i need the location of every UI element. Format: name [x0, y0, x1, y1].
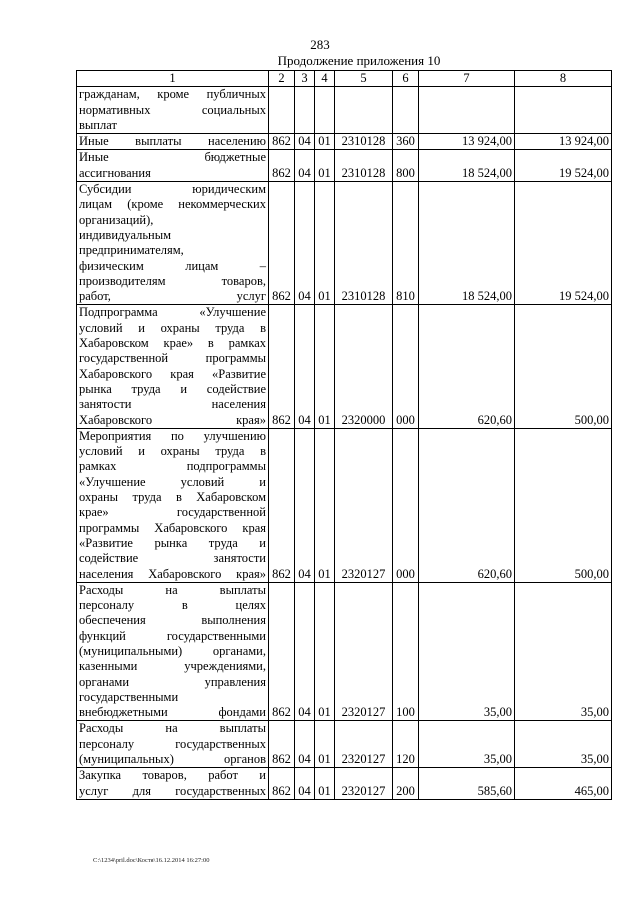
row-name-line: «Развитие рынка труда и [79, 535, 266, 550]
row-name-line: Субсидии юридическим [79, 182, 266, 197]
row-name-line: программы Хабаровского края [79, 520, 266, 535]
row-name-line: лицам (кроме некоммерческих [79, 197, 266, 212]
amount-2016-cell: 465,00 [515, 768, 612, 800]
row-name-line: нормативных социальных [79, 102, 266, 117]
admin-code-cell [269, 87, 295, 134]
amount-2016-cell: 35,00 [515, 721, 612, 768]
amount-2015-cell: 13 924,00 [419, 134, 515, 150]
row-name-cell [77, 305, 269, 428]
expense-type-cell: 100 [393, 582, 419, 721]
subsection-cell: 01 [315, 182, 335, 305]
admin-code-cell: 862 [269, 134, 295, 150]
row-name-line: услуг для государственных [79, 783, 266, 798]
row-name-line: предпринимателям, [79, 243, 184, 258]
section-cell: 04 [295, 582, 315, 721]
section-cell: 04 [295, 134, 315, 150]
amount-2015-cell [419, 87, 515, 134]
row-name-line: «Улучшение условий и [79, 474, 266, 489]
target-article-cell [335, 87, 393, 134]
section-cell: 04 [295, 305, 315, 428]
row-name-line: Иные выплаты населению [79, 134, 266, 149]
row-name-line: индивидуальным [79, 227, 172, 242]
row-name-line: персоналу государственных [79, 736, 266, 751]
target-article-cell: 2320000 [335, 305, 393, 428]
row-name-line: рамках подпрограммы [79, 459, 266, 474]
row-name-line: содействие занятости [79, 551, 266, 566]
target-article-cell: 2320127 [335, 428, 393, 582]
amount-2016-cell: 13 924,00 [515, 134, 612, 150]
header-cell: 7 [419, 71, 515, 87]
row-name-cell [77, 134, 269, 150]
budget-table [76, 70, 612, 800]
table-row [77, 134, 612, 150]
row-name-line: персоналу в целях [79, 598, 266, 613]
admin-code-cell: 862 [269, 305, 295, 428]
row-name-line: органами управления [79, 674, 266, 689]
row-name-line: Закупка товаров, работ и [79, 768, 266, 783]
row-name-cell [77, 721, 269, 768]
row-name-line: охраны труда в Хабаровском [79, 490, 266, 505]
header-cell: 3 [295, 71, 315, 87]
row-name-line: обеспечения выполнения [79, 613, 266, 628]
subsection-cell: 01 [315, 428, 335, 582]
row-name-line: внебюджетными фондами [79, 705, 266, 720]
amount-2015-cell: 620,60 [419, 428, 515, 582]
target-article-cell: 2310128 [335, 182, 393, 305]
row-name-cell [77, 582, 269, 721]
target-article-cell: 2320127 [335, 582, 393, 721]
subsection-cell: 01 [315, 721, 335, 768]
amount-2015-cell: 35,00 [419, 582, 515, 721]
section-cell [295, 87, 315, 134]
table-row [77, 182, 612, 305]
row-name-line: Хабаровского края «Развитие [79, 366, 266, 381]
table-row [77, 582, 612, 721]
row-name-line: Мероприятия по улучшению [79, 428, 266, 443]
expense-type-cell: 810 [393, 182, 419, 305]
amount-2016-cell: 500,00 [515, 428, 612, 582]
table-row [77, 768, 612, 800]
section-cell: 04 [295, 182, 315, 305]
row-name-line: государственной программы [79, 351, 266, 366]
row-name-line: государственными [79, 689, 179, 704]
subsection-cell: 01 [315, 134, 335, 150]
table-row [77, 305, 612, 428]
row-name-line: рынка труда и содействие [79, 381, 266, 396]
expense-type-cell: 200 [393, 768, 419, 800]
target-article-cell: 2310128 [335, 134, 393, 150]
table-row [77, 150, 612, 182]
row-name-line: Иные бюджетные [79, 150, 266, 165]
subsection-cell [315, 87, 335, 134]
row-name-cell [77, 428, 269, 582]
row-name-line: условий и охраны труда в [79, 444, 266, 459]
row-name-line: казенными учреждениями, [79, 659, 266, 674]
expense-type-cell: 360 [393, 134, 419, 150]
section-cell: 04 [295, 150, 315, 182]
subsection-cell: 01 [315, 768, 335, 800]
amount-2016-cell: 19 524,00 [515, 150, 612, 182]
row-name-line: организаций), [79, 212, 154, 227]
table-row [77, 721, 612, 768]
header-cell: 1 [77, 71, 269, 87]
row-name-line: работ, услуг [79, 289, 266, 304]
amount-2015-cell: 585,60 [419, 768, 515, 800]
amount-2016-cell: 500,00 [515, 305, 612, 428]
row-name-line: выплат [79, 117, 117, 132]
admin-code-cell: 862 [269, 721, 295, 768]
amount-2015-cell: 18 524,00 [419, 182, 515, 305]
row-name-line: Хабаровского края» [79, 412, 266, 427]
row-name-line: функций государственными [79, 628, 266, 643]
row-name-line: населения Хабаровского края» [79, 566, 266, 581]
row-name-line: крае» государственной [79, 505, 266, 520]
header-cell: 2 [269, 71, 295, 87]
table-row [77, 87, 612, 134]
row-name-line: (муниципальными) органами, [79, 643, 266, 658]
row-name-line: Подпрограмма «Улучшение [79, 305, 266, 320]
row-name-line: (муниципальных) органов [79, 752, 266, 767]
section-cell: 04 [295, 428, 315, 582]
expense-type-cell: 120 [393, 721, 419, 768]
page-number: 283 [310, 37, 330, 52]
row-name-line: физическим лицам – [79, 258, 266, 273]
amount-2015-cell: 18 524,00 [419, 150, 515, 182]
expense-type-cell [393, 87, 419, 134]
row-name-line: условий и охраны труда в [79, 320, 266, 335]
continuation-title: Продолжение приложения 10 [277, 53, 441, 68]
target-article-cell: 2320127 [335, 768, 393, 800]
row-name-cell [77, 87, 269, 134]
header-cell: 4 [315, 71, 335, 87]
amount-2016-cell: 19 524,00 [515, 182, 612, 305]
target-article-cell: 2320127 [335, 721, 393, 768]
target-article-cell: 2310128 [335, 150, 393, 182]
admin-code-cell: 862 [269, 150, 295, 182]
section-cell: 04 [295, 721, 315, 768]
table-row [77, 428, 612, 582]
header-cell: 5 [335, 71, 393, 87]
header-cell: 8 [515, 71, 612, 87]
row-name-line: гражданам, кроме публичных [79, 87, 266, 102]
admin-code-cell: 862 [269, 768, 295, 800]
subsection-cell: 01 [315, 150, 335, 182]
amount-2015-cell: 620,60 [419, 305, 515, 428]
amount-2016-cell [515, 87, 612, 134]
admin-code-cell: 862 [269, 182, 295, 305]
subsection-cell: 01 [315, 305, 335, 428]
expense-type-cell: 000 [393, 428, 419, 582]
row-name-line: Хабаровском крае» в рамках [79, 336, 266, 351]
expense-type-cell: 000 [393, 305, 419, 428]
row-name-line: Расходы на выплаты [79, 721, 266, 736]
subsection-cell: 01 [315, 582, 335, 721]
section-cell: 04 [295, 768, 315, 800]
row-name-cell [77, 150, 269, 182]
row-name-line: производителям товаров, [79, 273, 266, 288]
row-name-line: ассигнования [79, 165, 151, 180]
admin-code-cell: 862 [269, 582, 295, 721]
file-path-footer: C:\1234\pril.doc\Костя\16.12.2014 16:27:00 [93, 857, 210, 864]
row-name-line: Расходы на выплаты [79, 582, 266, 597]
expense-type-cell: 800 [393, 150, 419, 182]
amount-2016-cell: 35,00 [515, 582, 612, 721]
header-cell: 6 [393, 71, 419, 87]
header-row [77, 71, 612, 87]
row-name-cell [77, 768, 269, 800]
row-name-line: занятости населения [79, 397, 266, 412]
row-name-cell [77, 182, 269, 305]
amount-2015-cell: 35,00 [419, 721, 515, 768]
admin-code-cell: 862 [269, 428, 295, 582]
